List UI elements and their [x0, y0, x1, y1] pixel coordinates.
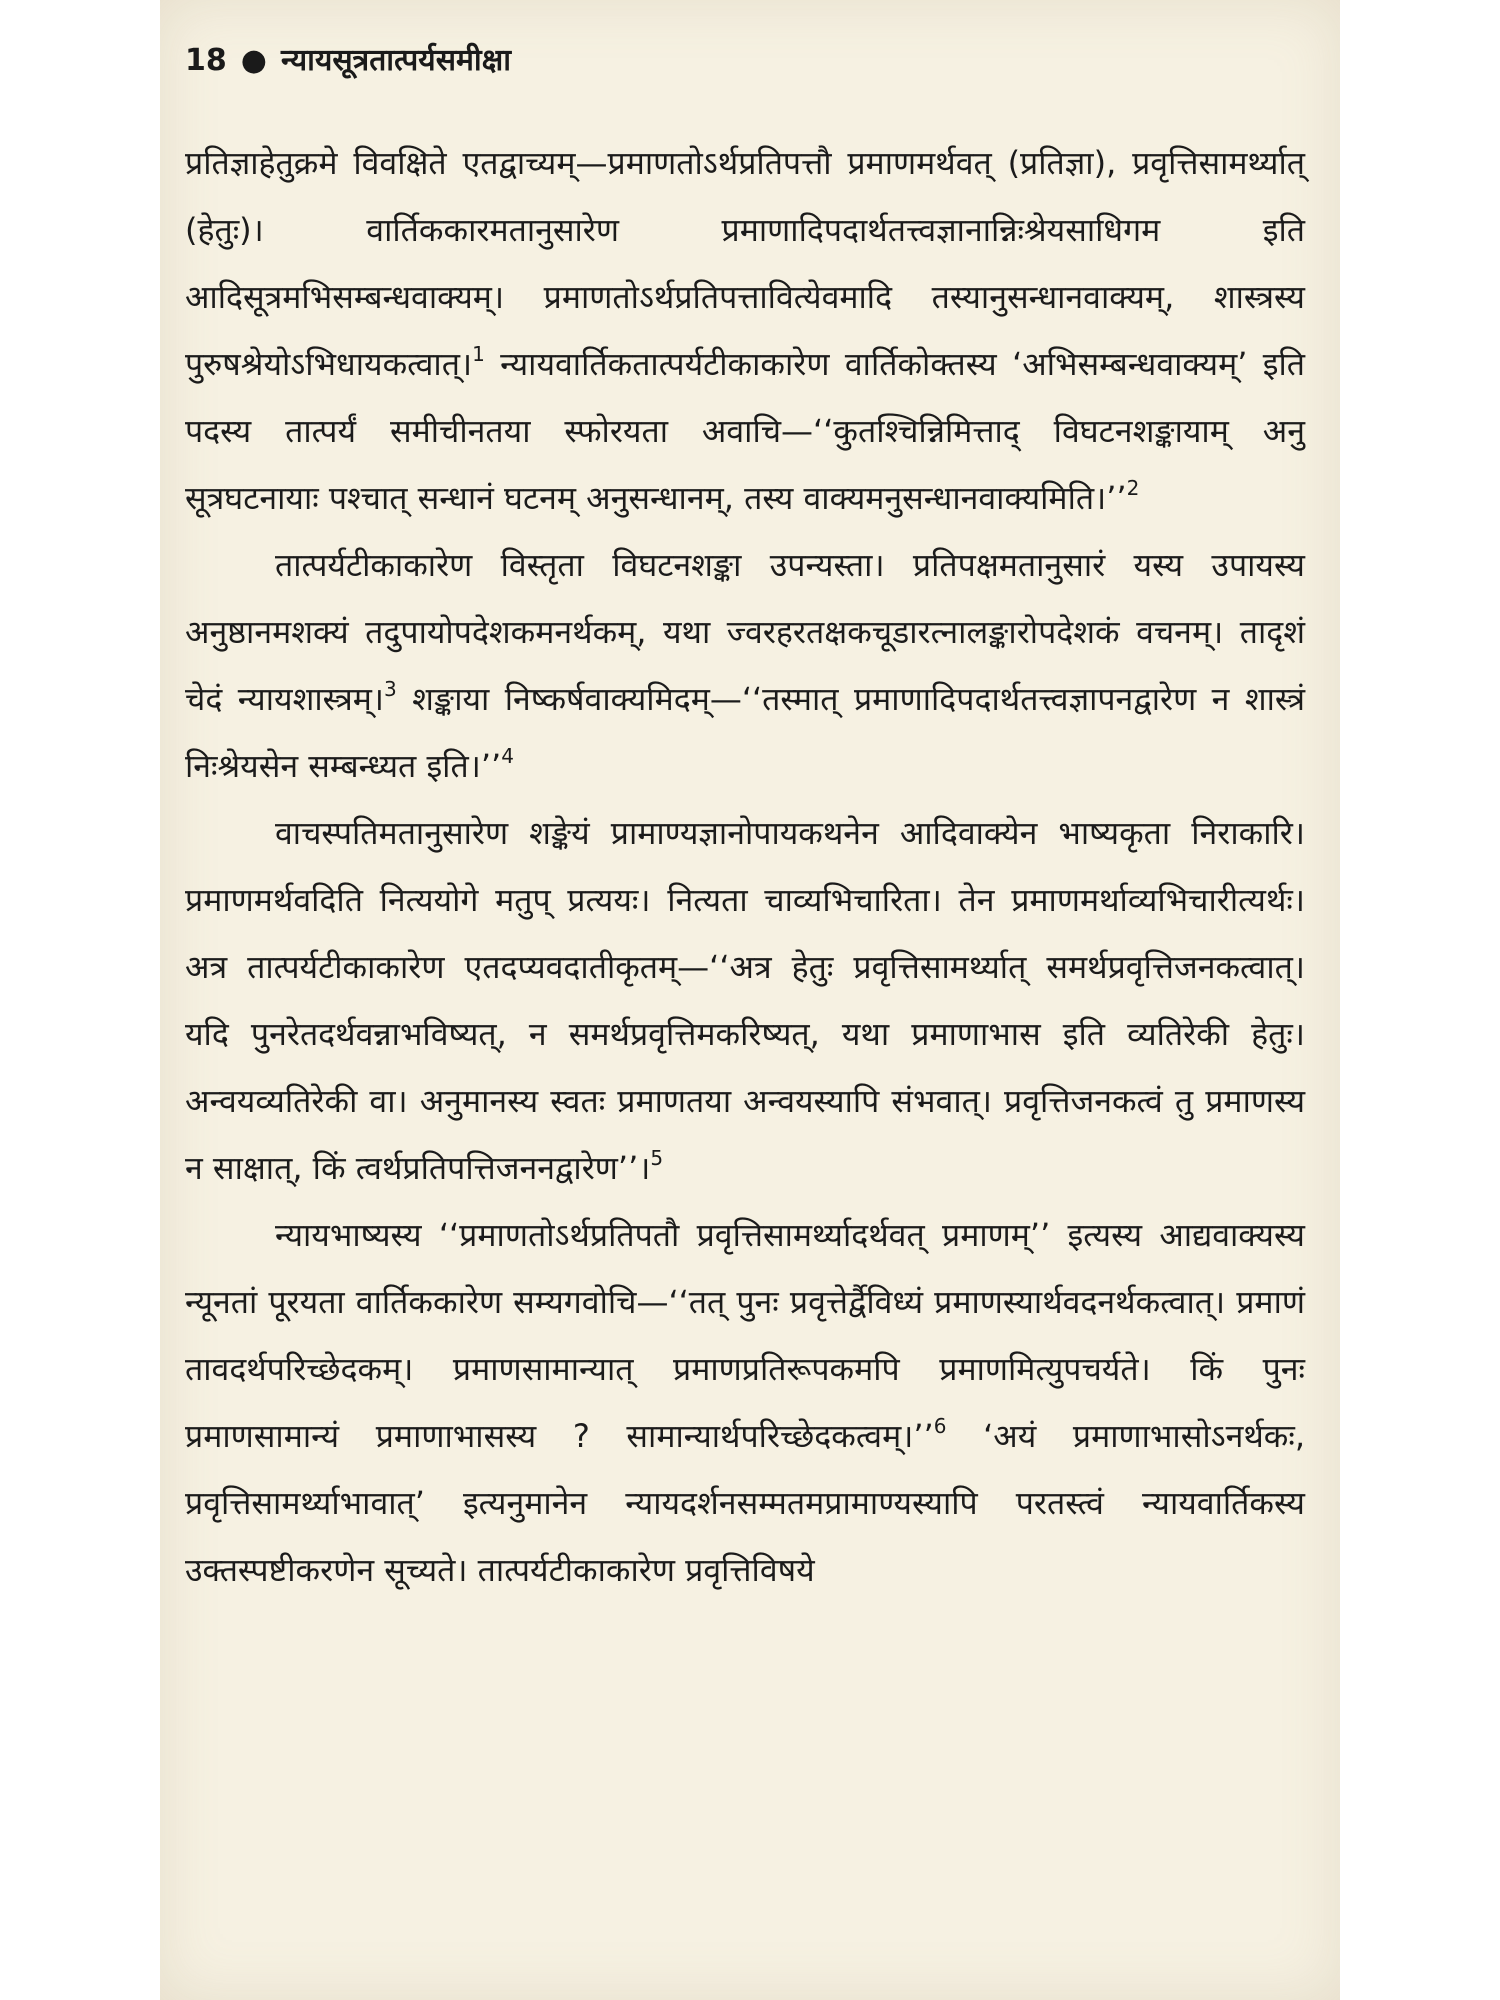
text-segment: न्यायभाष्यस्य ‘‘प्रमाणतोऽर्थप्रतिपतौ प्रवृत्तिसामर्थ्यादर्थवत् प्रमाणम्’’ इत्यस्य आद्यवाक्यस्य न्यूनतां पूरयता वार्तिककारेण सम्यगवोचि—‘‘तत् पुनः प्रवृत्तेर्द्वैविध्यं प्रमाणस्यार्थवदनर्थकत्वात्। प्रमाणं तावदर्थपरिच्छेदकम्। प्रमाणसामान्यात् प्रमाणप्रतिरूपकमपि प्रमाणमित्युपचर्यते। किं पुनः प्रमाणसामान्यं प्रमाणाभासस्य ? सामान्यार्थपरिच्छेदकत्वम्।’’ [185, 1216, 1305, 1455]
page-number: 18 [185, 43, 227, 78]
footnote-ref: 1 [472, 342, 485, 366]
running-header [185, 38, 511, 79]
footnote-ref: 6 [933, 1414, 947, 1438]
footnote-ref: 3 [384, 677, 397, 701]
book-page [160, 0, 1340, 2000]
paragraph [185, 532, 1305, 800]
footnote-ref: 5 [650, 1146, 664, 1170]
text-segment: वाचस्पतिमतानुसारेण शङ्केयं प्रामाण्यज्ञानोपायकथनेन आदिवाक्येन भाष्यकृता निराकारि। प्रमाणमर्थवदिति नित्ययोगे मतुप् प्रत्ययः। नित्यता चाव्यभिचारिता। तेन प्रमाणमर्थाव्यभिचारीत्यर्थः। अत्र तात्पर्यटीकाकारेण एतदप्यवदातीकृतम्—‘‘अत्र हेतुः प्रवृत्तिसामर्थ्यात् समर्थप्रवृत्तिजनकत्वात्। यदि पुनरेतदर्थवन्नाभविष्यत्, न समर्थप्रवृत्तिमकरिष्यत्, यथा प्रमाणाभास इति व्यतिरेकी हेतुः। अन्वयव्यतिरेकी वा। अनुमानस्य स्वतः प्रमाणतया अन्वयस्यापि संभवात्। प्रवृत्तिजनकत्वं तु प्रमाणस्य न साक्षात्, किं त्वर्थप्रतिपत्तिजननद्वारेण’’। [185, 814, 1305, 1187]
footnote-ref: 4 [501, 744, 514, 768]
text-segment: शङ्काया निष्कर्षवाक्यमिदम्—‘‘तस्मात् प्रमाणादिपदार्थतत्त्वज्ञापनद्वारेण न शास्त्रं निःश्रेयसेन सम्बन्ध्यत इति।’’ [185, 680, 1305, 785]
footnote-ref: 2 [1126, 476, 1140, 500]
page-body [185, 130, 1305, 1604]
text-segment: न्यायवार्तिकतात्पर्यटीकाकारेण वार्तिकोक्तस्य ‘अभिसम्बन्धवाक्यम्’ इति पदस्य तात्पर्यं समीचीनतया स्फोरयता अवाचि—‘‘कुतश्चिन्निमित्ताद् विघटनशङ्कायाम् अनु सूत्रघटनायाः पश्चात् सन्धानं घटनम् अनुसन्धानम्, तस्य वाक्यमनुसन्धानवाक्यमिति।’’ [185, 345, 1305, 517]
bullet-icon: ● [240, 43, 267, 78]
paragraph [185, 800, 1305, 1202]
running-title: न्यायसूत्रतात्पर्यसमीक्षा [280, 43, 511, 78]
text-segment: ‘अयं प्रमाणाभासोऽनर्थकः, प्रवृत्तिसामर्थ्याभावात्’ इत्यनुमानेन न्यायदर्शनसम्मतमप्रामाण्यस्यापि परतस्त्वं न्यायवार्तिकस्य उक्तस्पष्टीकरणेन सूच्यते। तात्पर्यटीकाकारेण प्रवृत्तिविषये [185, 1417, 1305, 1589]
paragraph [185, 1202, 1305, 1604]
text-segment: प्रतिज्ञाहेतुक्रमे विवक्षिते एतद्वाच्यम्—प्रमाणतोऽर्थप्रतिपत्तौ प्रमाणमर्थवत् (प्रतिज्ञा), प्रवृत्तिसामर्थ्यात् (हेतुः)। वार्तिककारमतानुसारेण प्रमाणादिपदार्थतत्त्वज्ञानान्निःश्रेयसाधिगम इति आदिसूत्रमभिसम्बन्धवाक्यम्। प्रमाणतोऽर्थप्रतिपत्तावित्येवमादि तस्यानुसन्धानवाक्यम्, शास्त्रस्य पुरुषश्रेयोऽभिधायकत्वात्। [185, 144, 1305, 383]
text-segment: तात्पर्यटीकाकारेण विस्तृता विघटनशङ्का उपन्यस्ता। प्रतिपक्षमतानुसारं यस्य उपायस्य अनुष्ठानमशक्यं तदुपायोपदेशकमनर्थकम्, यथा ज्वरहरतक्षकचूडारत्नालङ्कारोपदेशकं वचनम्। तादृशं चेदं न्यायशास्त्रम्। [185, 546, 1305, 718]
paragraph [185, 130, 1305, 532]
